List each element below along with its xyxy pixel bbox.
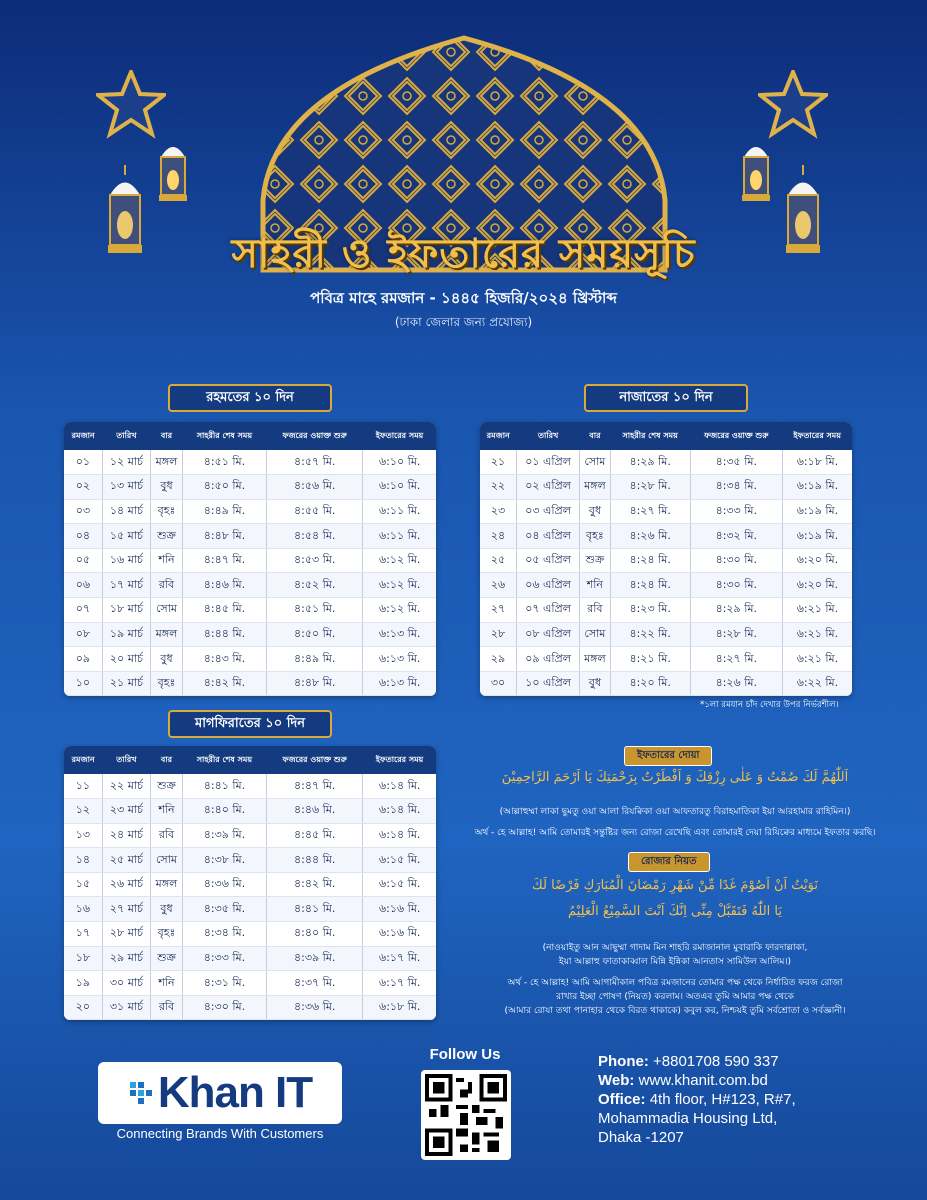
table-cell: ০১ [64, 450, 102, 475]
table-cell: ২৪ [480, 524, 517, 549]
table-cell: ৪:৩৯ মি. [266, 946, 363, 971]
lantern-icon [738, 135, 774, 210]
table-cell: ২২ [480, 475, 517, 500]
table-cell: ১৬ [64, 897, 102, 922]
table-cell: ৪:৪১ মি. [182, 774, 266, 799]
table-cell: সোম [151, 598, 183, 623]
table-row [64, 573, 436, 598]
table-row [64, 922, 436, 947]
office-line3: Dhaka -1207 [598, 1129, 684, 1146]
table-cell: ০৮ [64, 622, 102, 647]
lantern-icon [155, 135, 191, 210]
table-cell: ৪:৩৫ মি. [690, 450, 782, 475]
table-cell: ২৭ [480, 598, 517, 623]
table-cell: ৪:২৪ মি. [610, 548, 690, 573]
table-cell: ৪:৪৬ মি. [266, 799, 363, 824]
column-header: ফজরের ওয়াক্ত শুরু [266, 422, 363, 450]
column-header: রমজান [64, 422, 102, 450]
phone-value[interactable]: +8801708 590 337 [653, 1053, 779, 1070]
table-cell: ৪:৩০ মি. [182, 995, 266, 1020]
table-cell: ৪:৩৩ মি. [690, 499, 782, 524]
table-cell: বৃহঃ [580, 524, 611, 549]
table-cell: ৪:৫৩ মি. [266, 548, 363, 573]
table-cell: শুক্র [151, 946, 183, 971]
table-cell: ৬:১৪ মি. [363, 799, 436, 824]
table-cell: সোম [580, 450, 611, 475]
table-cell: ২৮ মার্চ [102, 922, 150, 947]
table-row [64, 598, 436, 623]
table-cell: ৪:৫৪ মি. [266, 524, 363, 549]
table-cell: বুধ [580, 499, 611, 524]
section-badge-maghfirat: মাগফিরাতের ১০ দিন [168, 710, 332, 738]
office-label: Office: [598, 1091, 646, 1108]
table-cell: ৪:৪৬ মি. [182, 573, 266, 598]
table-cell: ৬:১১ মি. [363, 499, 436, 524]
table-row [64, 848, 436, 873]
table-cell: ৪:২৭ মি. [610, 499, 690, 524]
table-cell: ৪:২৬ মি. [610, 524, 690, 549]
table-cell: ৬:১৮ মি. [782, 450, 852, 475]
table-cell: ১২ মার্চ [102, 450, 150, 475]
table-row [64, 823, 436, 848]
column-header: রমজান [64, 746, 102, 774]
table-cell: ০৬ এপ্রিল [517, 573, 580, 598]
table-cell: বুধ [151, 475, 183, 500]
table-cell: ৬:১৭ মি. [363, 946, 436, 971]
column-header: বার [580, 422, 611, 450]
table-cell: ২১ মার্চ [102, 671, 150, 696]
table-cell: ২৫ [480, 548, 517, 573]
table-cell: ৪:৪৫ মি. [266, 823, 363, 848]
table-cell: ৪:৩০ মি. [690, 573, 782, 598]
table-cell: শনি [151, 971, 183, 996]
contact-info [598, 1052, 898, 1147]
table-cell: ৪:২২ মি. [610, 622, 690, 647]
table-cell: ৪:৩১ মি. [182, 971, 266, 996]
table-cell: ৪:২৩ মি. [610, 598, 690, 623]
table-cell: ১৬ মার্চ [102, 548, 150, 573]
table-cell: ২৮ [480, 622, 517, 647]
table-cell: ২৩ মার্চ [102, 799, 150, 824]
table-cell: ০৯ [64, 647, 102, 672]
table-row [480, 647, 852, 672]
table-cell: মঙ্গল [580, 647, 611, 672]
table-cell: ০২ এপ্রিল [517, 475, 580, 500]
column-header: সাহরীর শেষ সময় [610, 422, 690, 450]
table-cell: ০৩ [64, 499, 102, 524]
table-row [64, 499, 436, 524]
table-cell: ৬:২০ মি. [782, 573, 852, 598]
table-cell: ৪:৩৬ মি. [182, 872, 266, 897]
table-cell: ০৬ [64, 573, 102, 598]
tagline: Connecting Brands With Customers [116, 1126, 324, 1141]
table-cell: ১৯ [64, 971, 102, 996]
logo-mark-icon [128, 1080, 154, 1106]
table-cell: ৪:২৮ মি. [690, 622, 782, 647]
column-header: ইফতারের সময় [782, 422, 852, 450]
table-cell: ৪:৩০ মি. [690, 548, 782, 573]
table-cell: শনি [151, 548, 183, 573]
table-cell: রবি [580, 598, 611, 623]
table-cell: ৪:৫৫ মি. [266, 499, 363, 524]
table-row [480, 450, 852, 475]
table-cell: ৪:৪৮ মি. [266, 671, 363, 696]
column-header: ইফতারের সময় [363, 746, 436, 774]
office-line1: 4th floor, H#123, R#7, [649, 1091, 796, 1108]
table-cell: মঙ্গল [151, 872, 183, 897]
table-cell: ৪:৪৭ মি. [266, 774, 363, 799]
table-cell: ৬:১৯ মি. [782, 475, 852, 500]
table-cell: ১৩ [64, 823, 102, 848]
table-cell: বুধ [580, 671, 611, 696]
table-cell: ৪:৫০ মি. [182, 475, 266, 500]
table-cell: ৪:৩৪ মি. [690, 475, 782, 500]
khan-it-logo [98, 1062, 342, 1124]
column-header: ফজরের ওয়াক্ত শুরু [690, 422, 782, 450]
table-cell: ৬:১১ মি. [363, 524, 436, 549]
column-header: বার [151, 746, 183, 774]
table-cell: শুক্র [151, 774, 183, 799]
table-cell: ৪:২৬ মি. [690, 671, 782, 696]
table-cell: মঙ্গল [580, 475, 611, 500]
table-row [64, 897, 436, 922]
table-cell: ১২ [64, 799, 102, 824]
table-cell: ২৭ মার্চ [102, 897, 150, 922]
table-cell: ৪:২৯ মি. [690, 598, 782, 623]
table-cell: রবি [151, 995, 183, 1020]
column-header: বার [151, 422, 183, 450]
roza-niyat-badge: রোজার নিয়ত [628, 852, 710, 872]
table-cell: ১৮ মার্চ [102, 598, 150, 623]
table-row [64, 671, 436, 696]
table-row [64, 872, 436, 897]
iftar-dua-meaning: অর্থ - হে আল্লাহ! আমি তোমারই সন্তুষ্টির জন্য রোজা রেখেছি এবং তোমারই দেয়া রিযিক্বের মাধ্যমে ইফতার করছি। [474, 828, 876, 838]
table-row [64, 622, 436, 647]
table-cell: ৬:১২ মি. [363, 598, 436, 623]
table-cell: ৩১ মার্চ [102, 995, 150, 1020]
table-cell: ১৪ মার্চ [102, 499, 150, 524]
table-cell: ৪:৪৫ মি. [182, 598, 266, 623]
table-cell: ৪:৩৩ মি. [182, 946, 266, 971]
table-row [64, 971, 436, 996]
star-ornament-right [758, 70, 828, 140]
table-cell: ৪:৪২ মি. [182, 671, 266, 696]
office-line2: Mohammadia Housing Ltd, [598, 1110, 778, 1127]
table-cell: ৬:১৩ মি. [363, 622, 436, 647]
table-cell: ৪:৪১ মি. [266, 897, 363, 922]
table-cell: মঙ্গল [151, 450, 183, 475]
niyat-meaning-line1: অর্থ - হে আল্লাহ! আমি আগামীকাল পবিত্র রমজানের তোমার পক্ষ থেকে নির্ধারিত ফরজ রোজা [507, 978, 843, 988]
table-cell: শনি [151, 799, 183, 824]
column-header: রমজান [480, 422, 517, 450]
table-cell: ৪:৪৪ মি. [182, 622, 266, 647]
table-cell: সোম [580, 622, 611, 647]
table-cell: ১৯ মার্চ [102, 622, 150, 647]
table-cell: বৃহঃ [151, 922, 183, 947]
section-badge-najat: নাজাতের ১০ দিন [584, 384, 748, 412]
niyat-meaning-line3: (আমার রোযা তথা পানাহার থেকে বিরত থাকাকে) কবুল কর, নিশ্চয়ই তুমি সর্বশ্রোতা ও সর্বজ্ঞানী। [504, 1006, 846, 1016]
table-cell: ২৬ [480, 573, 517, 598]
table-cell: ৬:১৫ মি. [363, 848, 436, 873]
table-cell: ৪:৫০ মি. [266, 622, 363, 647]
table-cell: ২৪ মার্চ [102, 823, 150, 848]
table-row [64, 647, 436, 672]
table-rahmat [64, 422, 436, 696]
column-header: সাহরীর শেষ সময় [182, 746, 266, 774]
table-cell: রবি [151, 573, 183, 598]
table-cell: ৬:১৫ মি. [363, 872, 436, 897]
table-cell: শুক্র [580, 548, 611, 573]
table-cell: ৪:৫৬ মি. [266, 475, 363, 500]
table-cell: ৬:১২ মি. [363, 573, 436, 598]
column-header: তারিখ [102, 746, 150, 774]
table-cell: ৬:১৬ মি. [363, 922, 436, 947]
table-cell: ৪:৩৪ মি. [182, 922, 266, 947]
table-cell: ০১ এপ্রিল [517, 450, 580, 475]
niyat-arabic-line2: يَا اللّٰهُ فَتَقَبَّلْ مِنِّى اِنَّكَ اَنْتَ السَّمِيْعُ الْعَلِيْمُ [568, 904, 782, 919]
table-cell: ১৪ [64, 848, 102, 873]
table-cell: ২২ মার্চ [102, 774, 150, 799]
table-cell: ২০ মার্চ [102, 647, 150, 672]
table-cell: ৪:২৯ মি. [610, 450, 690, 475]
table-cell: ৪:৩৮ মি. [182, 848, 266, 873]
table-cell: ৪:৪২ মি. [266, 872, 363, 897]
phone-label: Phone: [598, 1053, 649, 1070]
table-row [64, 774, 436, 799]
column-header: সাহরীর শেষ সময় [182, 422, 266, 450]
follow-us-label: Follow Us [429, 1046, 501, 1063]
table-cell: ৬:১৬ মি. [363, 897, 436, 922]
column-header: ইফতারের সময় [363, 422, 436, 450]
table-cell: ০৭ এপ্রিল [517, 598, 580, 623]
table-row [480, 573, 852, 598]
table-cell: ৬:১৭ মি. [363, 971, 436, 996]
table-row [480, 475, 852, 500]
moon-sighting-footnote: *১লা রমযান চাঁদ দেখার উপর নির্ভরশীল। [700, 700, 839, 710]
table-cell: ৬:১০ মি. [363, 475, 436, 500]
table-cell: ০৮ এপ্রিল [517, 622, 580, 647]
table-cell: ১৩ মার্চ [102, 475, 150, 500]
table-cell: ৬:১৪ মি. [363, 823, 436, 848]
niyat-meaning-line2: রাখার ইচ্ছা পোষণ (নিয়ত) করলাম। অতএব তুমি আমার পক্ষ থেকে [556, 992, 794, 1002]
qr-code[interactable] [421, 1070, 511, 1160]
table-cell: ০৪ [64, 524, 102, 549]
table-cell: ৪:৫১ মি. [182, 450, 266, 475]
table-cell: ১৫ [64, 872, 102, 897]
table-cell: ৪:৪৩ মি. [182, 647, 266, 672]
iftar-dua-badge: ইফতারের দোয়া [624, 746, 712, 766]
table-cell: ৪:৪৯ মি. [266, 647, 363, 672]
table-cell: ৪:৫১ মি. [266, 598, 363, 623]
table-cell: ২৯ [480, 647, 517, 672]
table-cell: ০৫ [64, 548, 102, 573]
table-cell: ০৯ এপ্রিল [517, 647, 580, 672]
table-cell: ৬:১২ মি. [363, 548, 436, 573]
table-cell: ৪:৫২ মি. [266, 573, 363, 598]
table-cell: ৪:৩২ মি. [690, 524, 782, 549]
table-cell: ১৭ [64, 922, 102, 947]
table-cell: ৬:১৩ মি. [363, 671, 436, 696]
table-cell: শুক্র [151, 524, 183, 549]
table-cell: ৬:১৩ মি. [363, 647, 436, 672]
region-note: (ঢাকা জেলার জন্য প্রযোজ্য) [394, 315, 533, 329]
table-cell: ২১ [480, 450, 517, 475]
column-header: তারিখ [517, 422, 580, 450]
table-row [480, 499, 852, 524]
table-cell: ৩০ মার্চ [102, 971, 150, 996]
table-cell: ৪:৩৭ মি. [266, 971, 363, 996]
table-row [64, 524, 436, 549]
table-cell: বৃহঃ [151, 499, 183, 524]
table-cell: বুধ [151, 897, 183, 922]
table-cell: ০৭ [64, 598, 102, 623]
table-cell: ১৮ [64, 946, 102, 971]
table-cell: ৪:৪৭ মি. [182, 548, 266, 573]
table-cell: ৪:৪৪ মি. [266, 848, 363, 873]
table-cell: ১১ [64, 774, 102, 799]
web-label: Web: [598, 1072, 635, 1089]
table-row [480, 524, 852, 549]
table-cell: ৪:৪৯ মি. [182, 499, 266, 524]
table-cell: ০৫ এপ্রিল [517, 548, 580, 573]
table-cell: ৬:১৪ মি. [363, 774, 436, 799]
table-cell: ৬:২১ মি. [782, 598, 852, 623]
column-header: ফজরের ওয়াক্ত শুরু [266, 746, 363, 774]
table-cell: ৪:৩৯ মি. [182, 823, 266, 848]
table-row [480, 548, 852, 573]
table-cell: ০৪ এপ্রিল [517, 524, 580, 549]
table-row [480, 598, 852, 623]
table-cell: ৪:৩৬ মি. [266, 995, 363, 1020]
web-link[interactable]: www.khanit.com.bd [638, 1072, 768, 1089]
page-title: সাহরী ও ইফতারের সময়সূচি [231, 231, 696, 277]
niyat-arabic-line1: نَوَيْتُ اَنْ اَصُوْمَ غَدًا مِّنْ شَهْرِ رَمْضَانَ الْمُبَارَكِ فَرْضًا لَكَ [532, 878, 818, 893]
logo-text: Khan IT [157, 1068, 313, 1117]
table-cell: ৪:২৮ মি. [610, 475, 690, 500]
section-badge-rahmat: রহমতের ১০ দিন [168, 384, 332, 412]
table-cell: ২৫ মার্চ [102, 848, 150, 873]
table-row [64, 995, 436, 1020]
table-cell: ২০ [64, 995, 102, 1020]
table-cell: ২৬ মার্চ [102, 872, 150, 897]
iftar-dua-arabic: اَللّٰهُمَّ لَكَ صُمْتُ وَ عَلٰى رِزْقِكَ وَ اَفْطَرْتُ بِرَحْمَتِكَ يَا اَرْحَمَ الرَّاحِمِيْنَ [501, 770, 849, 785]
table-cell: ৪:২১ মি. [610, 647, 690, 672]
table-cell: ০২ [64, 475, 102, 500]
table-cell: ৬:১০ মি. [363, 450, 436, 475]
table-row [64, 450, 436, 475]
table-cell: ৬:২২ মি. [782, 671, 852, 696]
table-cell: ৪:২০ মি. [610, 671, 690, 696]
table-row [64, 946, 436, 971]
page-subtitle: পবিত্র মাহে রমজান - ১৪৪৫ হিজরি/২০২৪ খ্রিস্টাব্দ [310, 289, 617, 307]
table-cell: সোম [151, 848, 183, 873]
table-cell: ৬:১৯ মি. [782, 499, 852, 524]
table-cell: রবি [151, 823, 183, 848]
table-cell: ৪:২৪ মি. [610, 573, 690, 598]
table-cell: ৪:৫৭ মি. [266, 450, 363, 475]
niyat-transliteration-line1: (নাওয়াইতু আন আছুম্মা গাদাম মিন শাহরি রমাজানাল মুবারাকি ফারদাল্লাকা, [542, 943, 808, 953]
table-cell: ০৩ এপ্রিল [517, 499, 580, 524]
table-cell: ৪:৩৫ মি. [182, 897, 266, 922]
table-cell: মঙ্গল [151, 622, 183, 647]
table-cell: ২৩ [480, 499, 517, 524]
table-cell: ১০ [64, 671, 102, 696]
table-cell: ৬:১৮ মি. [363, 995, 436, 1020]
star-ornament-left [96, 70, 166, 140]
qr-code-icon [425, 1074, 507, 1156]
table-row [64, 548, 436, 573]
table-cell: ৪:৪৮ মি. [182, 524, 266, 549]
table-cell: ১০ এপ্রিল [517, 671, 580, 696]
table-cell: ৬:২১ মি. [782, 622, 852, 647]
column-header: তারিখ [102, 422, 150, 450]
table-cell: ১৫ মার্চ [102, 524, 150, 549]
table-row [480, 622, 852, 647]
table-row [480, 671, 852, 696]
table-row [64, 475, 436, 500]
table-cell: ৬:১৯ মি. [782, 524, 852, 549]
table-cell: ২৯ মার্চ [102, 946, 150, 971]
table-cell: শনি [580, 573, 611, 598]
table-cell: ৪:৪০ মি. [182, 799, 266, 824]
table-cell: বুধ [151, 647, 183, 672]
table-cell: ১৭ মার্চ [102, 573, 150, 598]
table-najat [480, 422, 852, 696]
table-cell: ৬:২১ মি. [782, 647, 852, 672]
table-cell: ৩০ [480, 671, 517, 696]
table-cell: ৬:২০ মি. [782, 548, 852, 573]
table-cell: ৪:২৭ মি. [690, 647, 782, 672]
table-row [64, 799, 436, 824]
table-cell: ৪:৪০ মি. [266, 922, 363, 947]
iftar-dua-transliteration: (আল্লাহুম্মা লাকা ছুমতু ওয়া আলা রিযক্বিকা ওয়া আফতারতু বিরাহমাতিকা ইয়া আরহামার রাহিমিন।) [499, 807, 851, 817]
table-maghfirat [64, 746, 436, 1020]
niyat-transliteration-line2: ইয়া আল্লাহু ফাতাকাব্বাল মিন্নি ইন্নিকা আনতাস সামিউল আলিম।) [558, 957, 792, 967]
table-cell: বৃহঃ [151, 671, 183, 696]
